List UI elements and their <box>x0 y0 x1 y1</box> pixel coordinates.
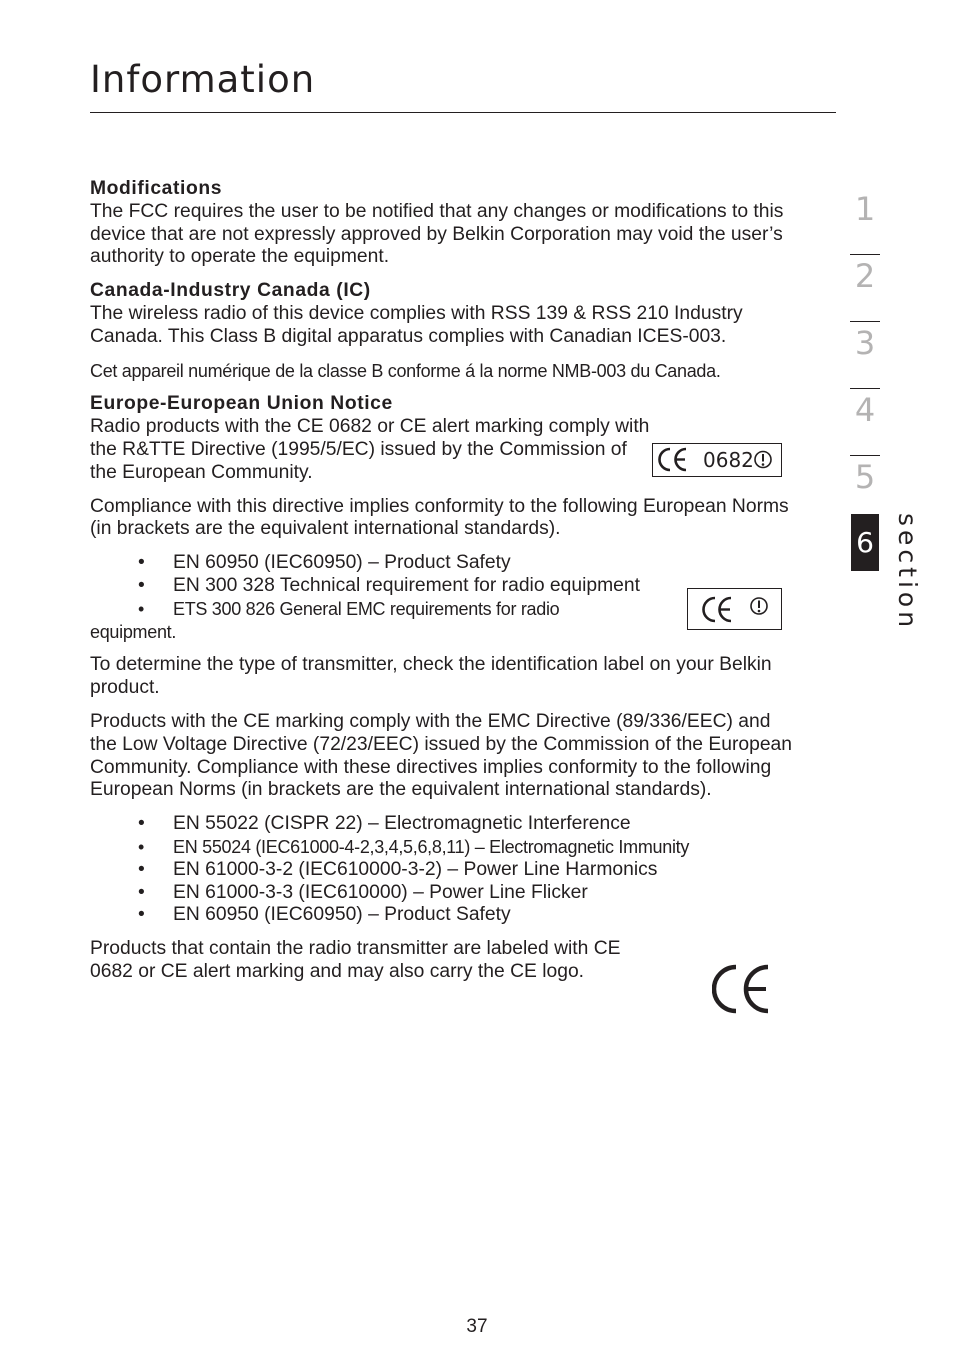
list-item: • EN 60950 (IEC60950) – Product Safety <box>138 552 511 574</box>
ce-logo-icon <box>712 963 774 1020</box>
list-item: • EN 55022 (CISPR 22) – Electromagnetic Interference <box>138 813 631 835</box>
section-tab-5: 5 <box>854 458 876 496</box>
bullet-icon: • <box>138 904 145 926</box>
section-label: section <box>893 513 922 632</box>
bullet-icon: • <box>138 881 145 903</box>
canada-french-text: Cet appareil numérique de la classe B conforme á la norme NMB-003 du Canada. <box>90 360 721 381</box>
bullet-icon: • <box>138 552 145 574</box>
page-number: 37 <box>466 1316 488 1337</box>
section-tab-3: 3 <box>850 322 880 389</box>
ce-alert-svg <box>688 589 780 628</box>
section-tab-4: 4 <box>850 389 880 456</box>
bullet-icon: • <box>138 836 145 857</box>
document-body <box>90 178 802 984</box>
bullet-icon: • <box>138 574 145 596</box>
closing-text: Products that contain the radio transmitter are labeled with CE 0682 or CE alert marking and may also carry the CE logo. <box>90 938 621 982</box>
section-tab-active: 6 <box>851 514 879 571</box>
bullet-icon: • <box>138 858 145 880</box>
header-divider <box>90 112 836 113</box>
emc-text: Products with the CE marking comply with the EMC Directive (89/336/EEC) and the Low Voltage Directive (72/23/EEC) issued by the Commission of the European Community. Compliance with these directives implies conformity to the following European Norms (in brackets are the equivalent international standards). <box>90 710 792 801</box>
list-item: • EN 61000-3-2 (IEC610000-3-2) – Power Line Harmonics <box>138 858 658 880</box>
list-item: • EN 60950 (IEC60950) – Product Safety <box>138 904 511 926</box>
ce-0682-alert-mark-icon <box>652 443 782 477</box>
section-tab-2: 2 <box>850 255 880 322</box>
ce-number: 0682 <box>703 448 754 472</box>
modifications-text: The FCC requires the user to be notified that any changes or modifications to this device that are not expressly approved by Belkin Corporation may void the user’s authority to operate the equipment. <box>90 200 784 268</box>
bullet-icon: • <box>138 598 145 619</box>
page-title: Information <box>90 58 316 101</box>
list-item: • ETS 300 826 General EMC requirements for radio <box>138 598 560 619</box>
section-nav <box>850 188 880 523</box>
modifications-heading: Modifications <box>90 178 223 199</box>
section-tab-1: 1 <box>850 188 880 255</box>
list-item: • EN 55024 (IEC61000-4-2,3,4,5,6,8,11) – Electromagnetic Immunity <box>138 836 690 857</box>
list-wrap-text: equipment. <box>90 621 177 642</box>
europe-compliance-text: Compliance with this directive implies conformity to the following European Norms (in brackets are the equivalent international standards). <box>90 495 789 540</box>
emc-standards-list <box>90 813 802 927</box>
transmitter-text: To determine the type of transmitter, check the identification label on your Belkin product. <box>90 654 772 699</box>
ce-alert-mark-icon <box>687 588 782 630</box>
europe-intro-text: Radio products with the CE 0682 or CE alert marking comply with the R&TTE Directive (1995/5/EC) issued by the Commission of the European Community. <box>90 416 650 483</box>
ce-0682-svg <box>653 444 780 475</box>
bullet-icon: • <box>138 813 145 835</box>
list-item: • EN 61000-3-3 (IEC610000) – Power Line Flicker <box>138 881 588 903</box>
europe-heading: Europe-European Union Notice <box>90 393 393 415</box>
canada-text: The wireless radio of this device complies with RSS 139 & RSS 210 Industry Canada. This Class B digital apparatus complies with Canadian ICES-003. <box>90 302 743 347</box>
list-item: • EN 300 328 Technical requirement for radio equipment <box>138 574 640 596</box>
canada-heading: Canada-Industry Canada (IC) <box>90 280 371 302</box>
